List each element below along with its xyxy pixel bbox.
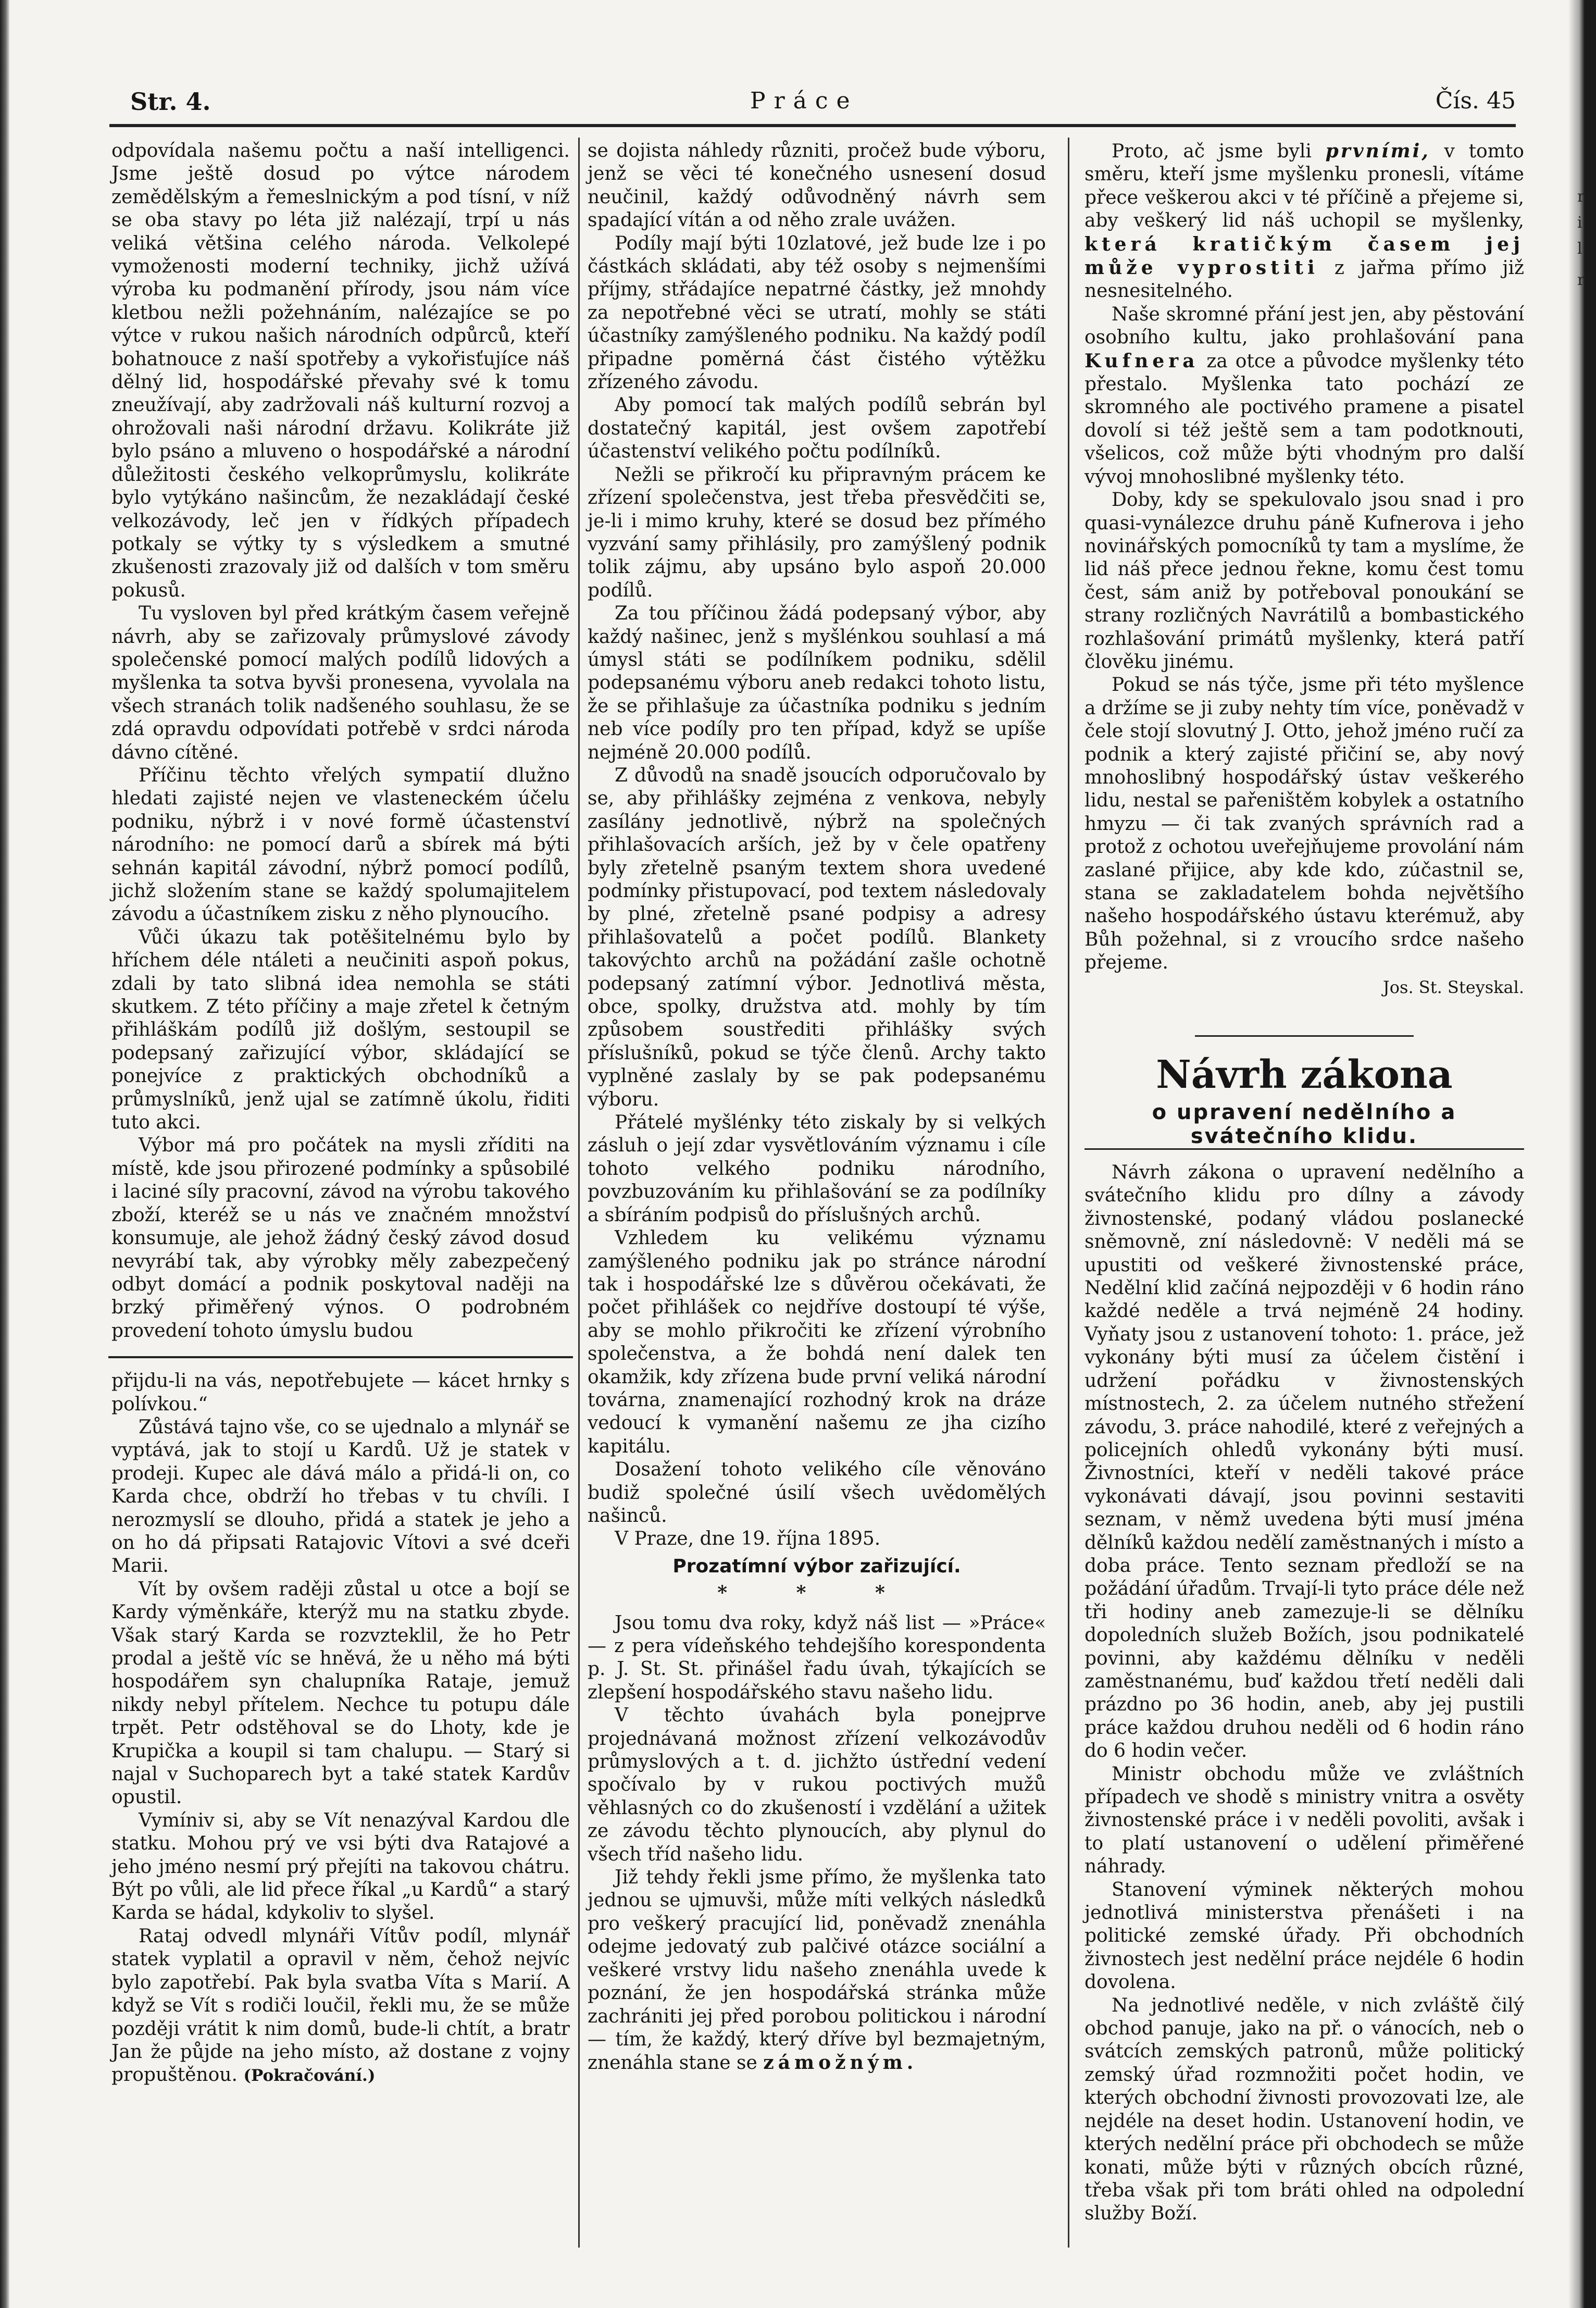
column-3 bbox=[1084, 140, 1524, 2226]
article-paragraph: Stanovení výminek některých mohou jednotlivá ministerstva přenášeti i na politické zemské úřady. Při obchodních živnostech jest nedělní práce nejdéle 6 hodin dovolena. bbox=[1084, 1879, 1524, 1993]
scan-right-edge bbox=[1569, 0, 1596, 2308]
paragraph-text: v tomto směru, kteří jsme myšlenku pronesli, vítáme přece veškerou akci v té příčině a přejeme si, aby veškerý lid náš uchopil se myšlenky, bbox=[1084, 141, 1524, 232]
scan-left-edge bbox=[0, 0, 9, 2308]
column-rule bbox=[1068, 138, 1069, 2248]
section-stars: * * * bbox=[717, 1582, 916, 1604]
article-paragraph: Tu vysloven byl před krátkým časem veřejně návrh, aby se zařizovaly průmyslové závody společenské pomocí malých podílů lidových a myšlenka ta sotva byvši pronesena, vyvolala na všech stranách tolik nadšeného souhlasu, že se zdá opravdu odpovídati potřebě v srdci národa dávno cítěné. bbox=[111, 603, 570, 763]
issue-number: Čís. 45 bbox=[1435, 88, 1516, 114]
article-paragraph: Dosažení tohoto velikého cíle věnováno budiž společné úsilí všech uvědomělých našinců. bbox=[588, 1459, 1046, 1527]
paragraph-text: Proto, ač jsme byli bbox=[1112, 141, 1312, 162]
article-paragraph: Podíly mají býti 10zlatové, jež bude lze i po částkách skládati, aby též osoby s nejmenšími příjmy, střádajíce nepatrné částky, jež mnohdy za nepotřebné věci se utratí, mohly se státi účastníky zamýšleného podniku. Na každý podíl připadne poměrná část čistého výtěžku zřízeného závodu. bbox=[588, 232, 1046, 393]
article-paragraph: Pokud se nás týče, jsme při této myšlence a držíme se ji zuby nehty tím více, poněvadž v čele stojí slovutný J. Otto, jehož jméno ručí za podnik a který zajisté přičiní se, aby nový mnohoslibný hospodářský ústav veškerého lidu, nestal se pařeništěm kobylek a ostatního hmyzu — či tak zvaných správních rad a protož z ochotou uveřejňujeme provolání nám zaslané přijice, aby kde kdo, zúčastnil se, stana se zakladatelem bohda největšího našeho hospodářského ústavu kterémuž, aby Bůh požehnal, si z vroucího srdce našeho přejeme. bbox=[1084, 674, 1524, 974]
emphasis-text: prvními, bbox=[1325, 140, 1430, 162]
margin-mark: l bbox=[1577, 240, 1582, 258]
emphasis-text: Kufnera bbox=[1084, 350, 1199, 372]
subheadline-text: o upravení nedělního a svátečního klidu. bbox=[1084, 1100, 1524, 1150]
story-paragraph: Vymíniv si, aby se Vít nenazýval Kardou dle statku. Mohou prý ve vsi býti dva Ratajové a jeho jméno nesmí prý přejíti na takovou chátru. Být po vůli, ale lid přece říkal „u Kardů“ a starý Karda se hádal, kdykoliv to slyšel. bbox=[111, 1809, 570, 1924]
article-paragraph: Jsou tomu dva roky, když náš list — »Práce« — z pera vídeňského tehdejšího korespondenta p. J. St. St. přinášel řadu úvah, týkajících se zlepšení hospodářského stavu našeho lidu. bbox=[588, 1612, 1046, 1703]
margin-mark: r bbox=[1577, 188, 1585, 206]
article-paragraph: Výbor má pro počátek na mysli zříditi na místě, kde jsou přirozené podmínky a spůsobilé i laciné síly pracovní, závod na výrobu takového zboží, kteréž se u nás ve značném množství konsumuje, ale jehož žádný český závod dosud nevyrábí tak, aby výrobky měly zabezpečený odbyt domácí a podnik poskytoval naději na brzký přiměřený výnos. O podrobném provedení tohoto úmyslu budou bbox=[111, 1135, 570, 1342]
margin-mark: i bbox=[1577, 214, 1582, 232]
section-rule bbox=[1195, 1035, 1414, 1037]
article-paragraph bbox=[1084, 303, 1524, 489]
article-paragraph: Příčinu těchto vřelých sympatií dlužno hledati zajisté nejen ve vlasteneckém účelu podniku, nýbrž i v nové formě účastenství národního: ne pomocí darů a sbírek má býti sehnán kapitál závodní, nýbrž pomocí podílů, jichž složením stane se každý spolumajitelem závodu a účastníkem zisku z něho plynoucího. bbox=[111, 764, 570, 925]
article-paragraph: Doby, kdy se spekulovalo jsou snad i pro quasi-vynálezce druhu páně Kufnerova i jeho novinářských pomocníků ty tam a myslíme, že lid náš přece jednou řekne, komu čest tomu čest, sám aniž by potřeboval ponoukání se strany rozličných Navrátilů a bombastického rozhlašování primátů myšlenky, která patří člověku jinému. bbox=[1084, 489, 1524, 673]
feuilleton-divider bbox=[108, 1356, 573, 1358]
date-line: V Praze, dne 19. října 1895. bbox=[615, 1528, 881, 1550]
article-paragraph: Za tou příčinou žádá podepsaný výbor, aby každý našinec, jenž s myšlénkou souhlasí a má úmysl státi se podílníkem podniku, sdělil podepsanému výboru aneb redakci tohoto listu, že se přihlašuje za účastníka podniku s jedním neb více podíly pro ten případ, když se upíše nejméně 20.000 podílů. bbox=[588, 603, 1046, 763]
story-paragraph: přijdu-li na vás, nepotřebujete — kácet hrnky s polívkou.“ bbox=[111, 1370, 570, 1415]
story-text: Rataj odvedl mlynáři Vítův podíl, mlynář statek vyplatil a opravil v něm, čehož nejvíc bylo zapotřebí. Pak byla svatba Víta s Marií. A když se Vít s rodiči loučil, řekli mu, že se může později vrátit k nim domů, bude-li chtít, a bratr Jan že půjde na jeho místo, až dostane z vojny propuštěnou. bbox=[111, 1925, 570, 2086]
article-paragraph: Z důvodů na snadě jsoucích odporučovalo by se, aby přihlášky zejména z venkova, nebyly zasílány jednotlivě, nýbrž na společných přihlašovacích arších, jež by v čele opatřeny byly zřetelně psaným textem shora uvedené podmínky přistupovací, pod textem následovaly by plné, zřetelně psané podpisy a adresy přihlašovatelů a počet podílů. Blankety takovýchto archů na požádání zašle ochotně podepsaný zatímní výbor. Jednotlivá města, obce, spolky, družstva atd. mohly by tím způsobem soustřediti přihlášky svých příslušníků, pokud se týče členů. Archy takto vyplněné zaslaly by se pak podepsanému výboru. bbox=[588, 764, 1046, 1110]
paragraph-text: Naše skromné přání jest jen, aby pěstování osobního kultu, jako prohlašování pana bbox=[1084, 303, 1524, 349]
masthead-title: Práce bbox=[750, 88, 858, 114]
article-paragraph: V těchto úvahách byla ponejprve projednávaná možnost zřízení velkozávodův průmyslových a t. d. jichžto ústřední vedení spočívalo by v rukou poctivých mužů věhlasných co do zkušeností i vzdělání a užitek ze závodu těchto plynoucích, aby plynul do všech tříd našeho lidu. bbox=[588, 1705, 1046, 1865]
emphasis-text: která kratičkým časem jej může vyprostiti bbox=[1084, 233, 1524, 279]
continuation-note: (Pokračování.) bbox=[243, 2066, 376, 2086]
paragraph-text: za otce a původce myšlenky této přestalo. Myšlenka tato pochází ze skromného ale poctivého pramene a pisatel dovolí si též ještě sem a tam podotknouti, všelicos, což může býti vhodným pro další vývoj mnohoslibné myšlenky této. bbox=[1084, 350, 1524, 488]
article-paragraph: Vzhledem ku velikému významu zamýšleného podniku jak po stránce národní tak i hospodářské lze s důvěrou očekávati, že počet přihlášek co nejdříve dostoupí té výše, aby se mohlo přikročiti ke zřízení výrobního společenstva, a že bohdá není dalek ten okamžik, kdy zřízena bude první veliká národní továrna, znamenající rozhodný krok na dráze vedoucí k vymanění našemu ze jha cizího kapitálu. bbox=[588, 1227, 1046, 1457]
emphasis-text: zámožným. bbox=[763, 2052, 918, 2074]
column-rule bbox=[578, 138, 580, 2248]
paragraph-text: z jařma přímo již nesnesitelného. bbox=[1084, 257, 1525, 302]
page-header bbox=[109, 78, 1526, 120]
article-paragraph: Nežli se přikročí ku připravným prácem ke zřízení společenstva, jest třeba přesvědčiti se, je-li i mimo kruhy, které se dosud bez přímého vyzvání samy přihlásily, pro zamýšlený podnik tolik zájmu, aby upsáno bylo aspoň 20.000 podílů. bbox=[588, 464, 1046, 601]
paragraph-text: Již tehdy řekli jsme přímo, že myšlenka tato jednou se ujmuvši, může míti velkých následků pro veškerý pracující lid, poněvadž znenáhla odejme jedovatý zub palčivé otázce sociální a veškeré vrstvy lidu našeho znenáhla uvede k poznání, že jen hospodářská stránka může zachrániti jej před porobou politickou i národní — tím, že každý, který dříve byl bezmajetným, znenáhla stane se bbox=[588, 1867, 1046, 2074]
committee-signature: Prozatímní výbor zařizující. bbox=[672, 1555, 961, 1577]
column-1 bbox=[111, 140, 570, 2088]
article-headline: Návrh zákona bbox=[1156, 1052, 1453, 1098]
article-paragraph: Aby pomocí tak malých podílů sebrán byl dostatečný kapitál, jest ovšem zapotřebí účastenství velikého počtu podílníků. bbox=[588, 394, 1046, 463]
page-number: Str. 4. bbox=[130, 88, 211, 116]
header-rule bbox=[109, 124, 1516, 127]
story-paragraph bbox=[111, 1925, 570, 2088]
column-2 bbox=[588, 140, 1046, 2075]
article-paragraph: Návrh zákona o upravení nedělního a svátečního klidu pro dílny a závody živnostenské, podaný vládou poslanecké sněmovně, zní následovně: V neděli má se upustiti od veškeré živnostenské práce, Nedělní klid začíná nejpozději v 6 hodin ráno každé neděle a trvá nejméně 24 hodiny. Vyňaty jsou z ustanovení tohoto: 1. práce, jež vykonány býti musí za účelem čistění i udržení pořádku v živnostenských místnostech, 2. za účelem nutného střežení závodu, 3. práce nahodilé, které z veřejných a policejních ohledů vykonány býti musí. Živnostníci, kteří v neděli takové práce vykonávati dávají, jsou povinni sestaviti seznam, v němž uvedena býti musí jména dělníků každou nedělí zaměstnaných i místo a doba práce. Tento seznam předloží se na požádání úřadům. Trvají-li tyto práce déle než tři hodiny aneb zamezuje-li se dělníku dopoledních služeb Božích, jsou podnikatelé povinni, aby každému dělníku v neděli zaměstnanému, buď každou třetí neděli dali prázdno po 36 hodin, aneb, aby jej pustili práce každou druhou neděli od 6 hodin ráno do 6 hodin večer. bbox=[1084, 1162, 1524, 1762]
article-paragraph: se dojista náhledy různiti, pročež bude výboru, jenž se věci té konečného usnesení dosud neučinil, každý odůvodněný návrh sem spadající vítán a od něho zrale uvážen. bbox=[588, 140, 1046, 231]
article-subheadline bbox=[1084, 1100, 1524, 1150]
article-paragraph: Přátelé myšlénky této ziskaly by si velkých zásluh o její zdar vysvětlováním významu i cíle tohoto velkého podniku národního, povzbuzováním ku přihlašování se za podílníky a sbíráním podpisů do příslušných archů. bbox=[588, 1112, 1046, 1226]
article-paragraph: odpovídala našemu počtu a naší intelligenci. Jsme ještě dosud po výtce národem zemědělským a řemeslnickým a pod tísní, v níž se oba stavy po léta již nalézají, trpí u nás veliká většina celého národa. Velkolepé vymoženosti moderní techniky, jichž užívá výroba ku podmanění přírody, jsou nám více kletbou nežli požehnáním, nalézajíce se po výtce v rukou našich národních odpůrců, kteří bohatnouce z naší spotřeby a vykořisťujíce náš dělný lid, hospodářské převahy své k tomu zneužívají, aby zadržovali náš kulturní rozvoj a ohrožovali naši národní državu. Kolikráte již bylo psáno a mluveno o hospodářské a národní důležitosti českého velkoprůmyslu, kolikráte bylo vytýkáno našincům, že nezakládají české velkozávody, leč jen v řídkých případech potkaly se výtky ty s výsledkem a smutné zkušenosti zrazovaly již od dalších v tom směru pokusů. bbox=[111, 140, 570, 601]
article-paragraph: Ministr obchodu může ve zvláštních případech ve shodě s ministry vnitra a osvěty živnostenské práce i v neděli povoliti, avšak i to platí ustanovení o udělení přiměřené náhrady. bbox=[1084, 1763, 1524, 1878]
author-signature: Jos. St. Steyskal. bbox=[1382, 977, 1524, 997]
article-paragraph: Na jednotlivé neděle, v nich zvláště čilý obchod panuje, jako na př. o vánocích, neb o svátcích zemských patronů, může politický zemský úřad rozmnožiti počet hodin, ve kterých obchodní živnosti provozovati lze, ale nejdéle na deset hodin. Ustanovení hodin, ve kterých nedělní práce při obchodech se může konati, může býti v různých obcích různé, třeba však při tom bráti ohled na odpolední služby Boží. bbox=[1084, 1994, 1524, 2225]
story-paragraph: Vít by ovšem raději zůstal u otce a bojí se Kardy výměnkáře, kterýž mu na statku zbyde. Však starý Karda se rozvzteklil, že ho Petr prodal a ještě víc se hněvá, že u něho má býti hospodářem syn chalupníka Rataje, jemuž nikdy nebyl přítelem. Nechce tu potupu dále trpět. Petr odstěhoval se do Lhoty, kde je Krupička a koupil si tam chalupu. — Starý si najal v Suchoparech byt a také statek Kardův opustil. bbox=[111, 1578, 570, 1808]
article-paragraph bbox=[588, 1866, 1046, 2075]
margin-mark: r bbox=[1577, 271, 1585, 289]
story-paragraph: Zůstává tajno vše, co se ujednalo a mlynář se vyptává, jak to stojí u Kardů. Už je statek v prodeji. Kupec ale dává málo a přidá-li on, co Karda chce, obdrží ho třebas v tu chvíli. I nerozmyslí se dlouho, přidá a statek je jeho a on ho dá připsati Ratajovic Vítovi a své dceři Marii. bbox=[111, 1416, 570, 1577]
article-paragraph: Vůči úkazu tak potěšitelnému bylo by hříchem déle ntáleti a neučiniti aspoň pokus, zdali by tato slibná idea nemohla se státi skutkem. Z této příčiny a maje zřetel k četným přihláškám podílů již došlým, sestoupil se podepsaný zařizující výbor, skládající se ponejvíce z praktických obchodníků a průmyslníků, jenž ujal se zatímně úkolu, řiditi tuto akci. bbox=[111, 926, 570, 1134]
article-paragraph bbox=[1084, 140, 1524, 303]
